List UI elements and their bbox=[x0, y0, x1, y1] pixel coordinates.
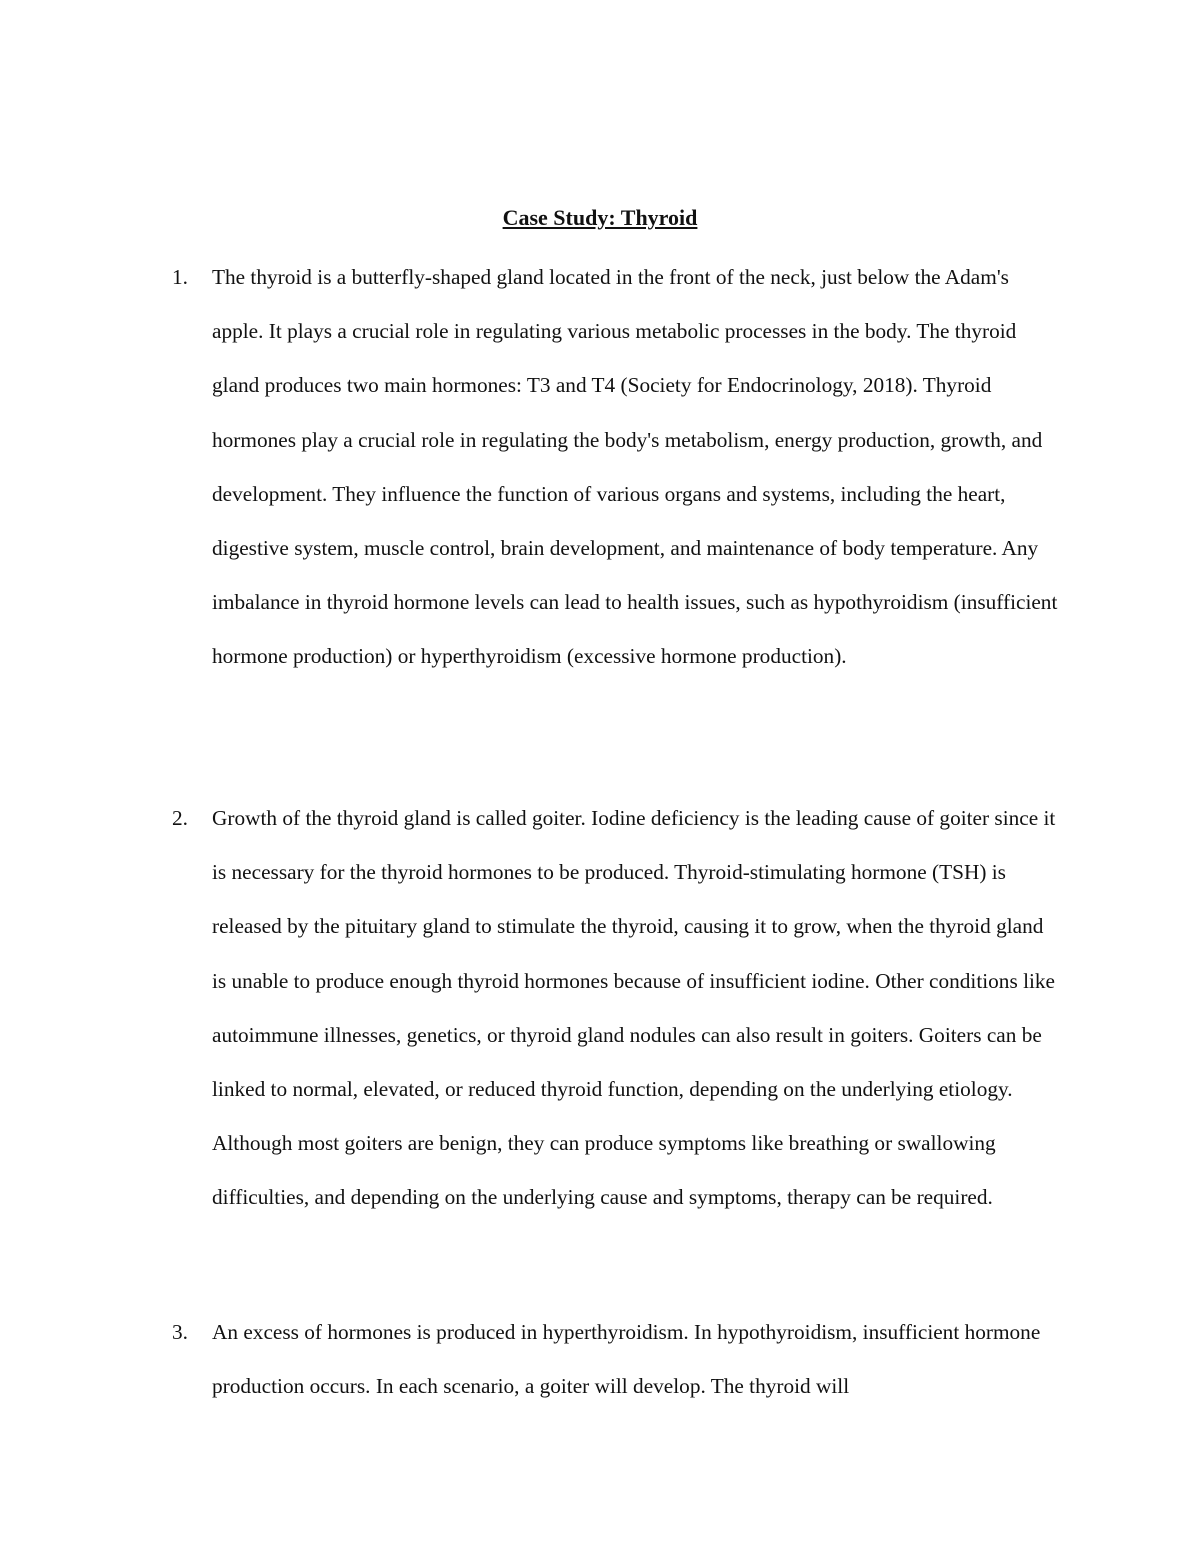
list-item bbox=[172, 791, 1072, 1225]
list-item bbox=[172, 250, 1072, 684]
list-item-text: An excess of hormones is produced in hyperthyroidism. In hypothyroidism, insufficient hormone production occurs. In each scenario, a goiter will develop. The thyroid will bbox=[212, 1320, 1041, 1399]
list-item-number: 1. bbox=[172, 265, 188, 289]
list-item bbox=[172, 1305, 1072, 1413]
list-item-number: 3. bbox=[172, 1320, 188, 1344]
document-title: Case Study: Thyroid bbox=[502, 205, 698, 230]
list-item-number: 2. bbox=[172, 806, 188, 830]
list-item-text: Growth of the thyroid gland is called goiter. Iodine deficiency is the leading cause of goiter since it is necessary for the thyroid hormones to be produced. Thyroid-stimulating hormone (TSH) is released by the pituitary gland to stimulate the thyroid, causing it to grow, when the thyroid gland is unable to produce enough thyroid hormones because of insufficient iodine. Other conditions like autoimmune illnesses, genetics, or thyroid gland nodules can also result in goiters. Goiters can be linked to normal, elevated, or reduced thyroid function, depending on the underlying etiology. Although most goiters are benign, they can produce symptoms like breathing or swallowing difficulties, and depending on the underlying cause and symptoms, therapy can be required. bbox=[212, 806, 1056, 1210]
list-item-text: The thyroid is a butterfly-shaped gland located in the front of the neck, just below the Adam's apple. It plays a crucial role in regulating various metabolic processes in the body. The thyroid gland produces two main hormones: T3 and T4 (Society for Endocrinology, 2018). Thyroid hormones play a crucial role in regulating the body's metabolism, energy production, growth, and development. They influence the function of various organs and systems, including the heart, digestive system, muscle control, brain development, and maintenance of body temperature. Any imbalance in thyroid hormone levels can lead to health issues, such as hypothyroidism (insufficient hormone production) or hyperthyroidism (excessive hormone production). bbox=[212, 265, 1058, 669]
